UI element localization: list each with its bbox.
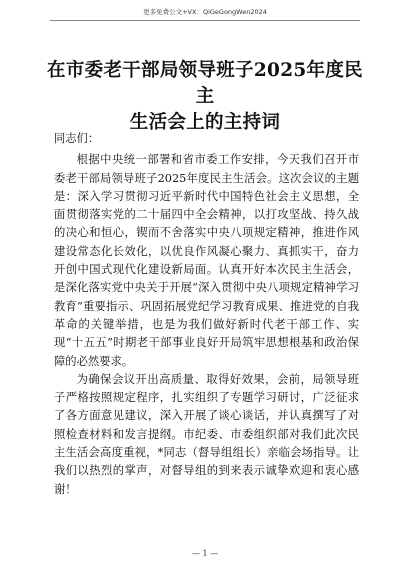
document-title (40, 58, 370, 136)
title-line-1: 在市委老干部局领导班子2025年度民主 (47, 60, 363, 107)
header-note: 更多免费公文+VX：QiGeGongWen2024 (143, 8, 267, 16)
salutation: 同志们： (54, 132, 100, 145)
header-divider (50, 20, 360, 21)
paragraph-2: 为确保会议开出高质量、取得好效果，会前，局领导班子严格按照规定程序，扎实组织了专题学习研讨，广泛征求了各方面意见建议，深入开展了谈心谈话，并认真撰写了对照检查材料和发言提纲。市纪委、市委组织部对我们此次民主生活会高度重视，*同志（督导组组长）亲临会场指导。让我们以热烈的掌声，对督导组的到来表示诚挚欢迎和衷心感谢！ (54, 372, 359, 496)
document-body (54, 130, 359, 499)
title-line-2: 生活会上的主持词 (129, 112, 281, 133)
page-number: — 1 — (191, 549, 219, 558)
paragraph-1: 根据中央统一部署和省市委工作安排，今天我们召开市委老干部局领导班子2025年度民主生活会。这次会议的主题是：深入学习贯彻习近平新时代中国特色社会主义思想，全面贯彻落实党的二十届四中全会精神，以打攻坚战、持久战的决心和恒心，锲而不舍落实中央八项规定精神，推进作风建设常态化长效化，以优良作风凝心聚力、真抓实干，奋力开创中国式现代化建设新局面。认真开好本次民主生活会，是深化落实党中央关于开展“深入贯彻中央八项规定精神学习教育”重要指示、巩固拓展党纪学习教育成果、推进党的自我革命的关键举措，也是为我们做好新时代老干部工作、实现“十五五”时期老干部事业良好开局筑牢思想根基和政治保障的必然要求。 (54, 153, 359, 368)
